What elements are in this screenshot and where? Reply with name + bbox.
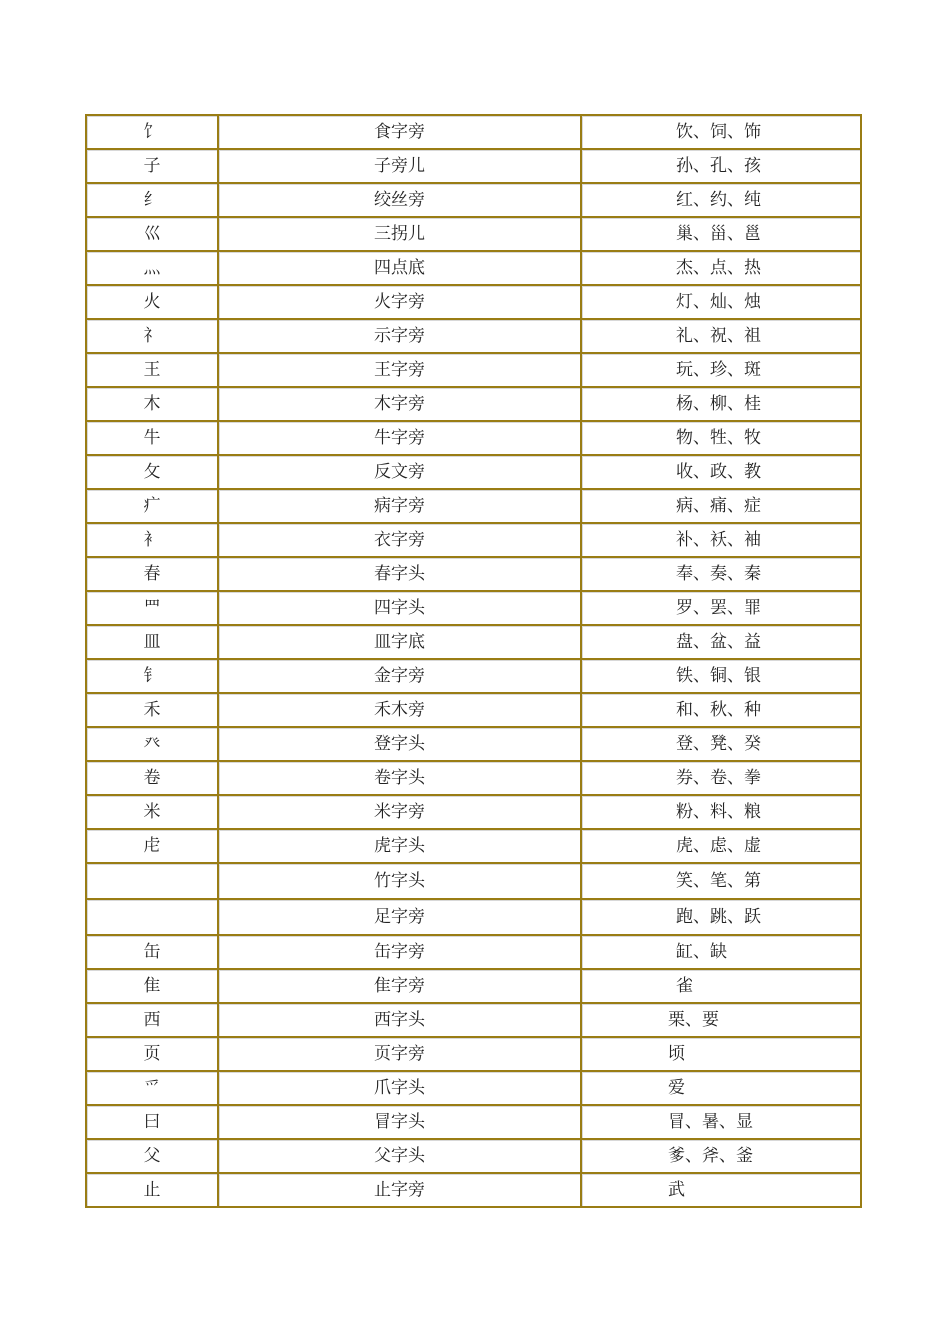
example-chars: 爹、斧、釜 — [668, 1146, 753, 1166]
example-chars-cell — [582, 1038, 862, 1072]
table-row — [87, 830, 862, 864]
example-chars: 跑、跳、跃 — [676, 907, 761, 927]
example-chars: 券、卷、拳 — [676, 768, 761, 788]
radical-cell: 牛 — [87, 422, 219, 456]
example-chars: 病、痛、症 — [676, 496, 761, 516]
radical-table — [85, 114, 862, 1208]
radical-cell: 缶 — [87, 936, 219, 970]
table-row — [87, 1072, 862, 1106]
example-chars-cell — [582, 150, 862, 184]
table-row — [87, 252, 862, 286]
radical-cell: 罒 — [87, 592, 219, 626]
example-chars: 奉、奏、秦 — [676, 564, 761, 584]
radical-cell: 曰 — [87, 1106, 219, 1140]
table-row — [87, 1174, 862, 1208]
table-row — [87, 184, 862, 218]
table-row — [87, 660, 862, 694]
example-chars-cell — [582, 456, 862, 490]
radical-cell: 钅 — [87, 660, 219, 694]
table-row — [87, 1038, 862, 1072]
radical-name-cell: 皿字底 — [219, 626, 582, 660]
example-chars: 玩、珍、斑 — [676, 360, 761, 380]
example-chars: 巢、甾、邕 — [676, 224, 761, 244]
table-row — [87, 524, 862, 558]
radical-name-cell: 子旁儿 — [219, 150, 582, 184]
example-chars-cell — [582, 252, 862, 286]
table-row — [87, 970, 862, 1004]
radical-cell: 衤 — [87, 524, 219, 558]
example-chars-cell — [582, 354, 862, 388]
table-row — [87, 456, 862, 490]
radical-name-cell: 卷字头 — [219, 762, 582, 796]
example-chars: 铁、铜、银 — [676, 666, 761, 686]
radical-cell: 纟 — [87, 184, 219, 218]
example-chars: 登、凳、癸 — [676, 734, 761, 754]
example-chars-cell — [582, 320, 862, 354]
radical-cell: 皿 — [87, 626, 219, 660]
example-chars: 冒、暑、显 — [668, 1112, 753, 1132]
table-row — [87, 900, 862, 936]
radical-cell: 疒 — [87, 490, 219, 524]
example-chars: 爱 — [668, 1078, 685, 1098]
example-chars-cell — [582, 1072, 862, 1106]
example-chars-cell — [582, 116, 862, 150]
example-chars: 和、秋、种 — [676, 700, 761, 720]
table-row — [87, 218, 862, 252]
example-chars-cell — [582, 592, 862, 626]
example-chars: 粉、料、粮 — [676, 802, 761, 822]
example-chars: 罗、罢、罪 — [676, 598, 761, 618]
radical-name-cell: 虎字头 — [219, 830, 582, 864]
radical-name-cell: 牛字旁 — [219, 422, 582, 456]
example-chars-cell — [582, 970, 862, 1004]
radical-cell: 饣 — [87, 116, 219, 150]
radical-cell: 灬 — [87, 252, 219, 286]
example-chars-cell — [582, 1106, 862, 1140]
radical-cell: 礻 — [87, 320, 219, 354]
example-chars-cell — [582, 864, 862, 900]
radical-cell: 米 — [87, 796, 219, 830]
example-chars-cell — [582, 422, 862, 456]
radical-name-cell: 木字旁 — [219, 388, 582, 422]
table-row — [87, 558, 862, 592]
radical-name-cell: 西字头 — [219, 1004, 582, 1038]
radical-name-cell: 王字旁 — [219, 354, 582, 388]
example-chars-cell — [582, 558, 862, 592]
radical-name-cell: 四字头 — [219, 592, 582, 626]
example-chars-cell — [582, 1140, 862, 1174]
table-row — [87, 796, 862, 830]
example-chars-cell — [582, 694, 862, 728]
radical-name-cell: 金字旁 — [219, 660, 582, 694]
radical-name-cell: 缶字旁 — [219, 936, 582, 970]
table-row — [87, 592, 862, 626]
example-chars-cell — [582, 830, 862, 864]
example-chars: 雀 — [676, 976, 693, 996]
radical-name-cell: 衣字旁 — [219, 524, 582, 558]
example-chars: 灯、灿、烛 — [676, 292, 761, 312]
radical-name-cell: 禾木旁 — [219, 694, 582, 728]
radical-name-cell: 三拐儿 — [219, 218, 582, 252]
example-chars: 收、政、教 — [676, 462, 761, 482]
table-row — [87, 422, 862, 456]
table-row — [87, 1004, 862, 1038]
radical-cell: 火 — [87, 286, 219, 320]
table-row — [87, 936, 862, 970]
radical-name-cell: 足字旁 — [219, 900, 582, 936]
example-chars: 顷 — [668, 1044, 685, 1064]
radical-name-cell: 竹字头 — [219, 864, 582, 900]
radical-cell: 爫 — [87, 1072, 219, 1106]
radical-cell — [87, 864, 219, 900]
radical-cell: 隹 — [87, 970, 219, 1004]
table-row — [87, 490, 862, 524]
example-chars-cell — [582, 184, 862, 218]
example-chars-cell — [582, 796, 862, 830]
table-row — [87, 1140, 862, 1174]
table-row — [87, 116, 862, 150]
radical-name-cell: 隹字旁 — [219, 970, 582, 1004]
table-row — [87, 150, 862, 184]
radical-name-cell: 绞丝旁 — [219, 184, 582, 218]
radical-name-cell: 止字旁 — [219, 1174, 582, 1208]
example-chars: 补、袄、袖 — [676, 530, 761, 550]
radical-cell: 页 — [87, 1038, 219, 1072]
radical-cell: 木 — [87, 388, 219, 422]
table-row — [87, 286, 862, 320]
radical-cell: 虍 — [87, 830, 219, 864]
table-row — [87, 388, 862, 422]
table-row — [87, 694, 862, 728]
radical-name-cell: 春字头 — [219, 558, 582, 592]
example-chars-cell — [582, 936, 862, 970]
example-chars: 杨、柳、桂 — [676, 394, 761, 414]
example-chars-cell — [582, 728, 862, 762]
table-row — [87, 762, 862, 796]
table-body — [87, 116, 862, 1208]
table-row — [87, 1106, 862, 1140]
radical-name-cell: 示字旁 — [219, 320, 582, 354]
radical-cell: 王 — [87, 354, 219, 388]
radical-cell: 攵 — [87, 456, 219, 490]
radical-name-cell: 冒字头 — [219, 1106, 582, 1140]
example-chars-cell — [582, 762, 862, 796]
example-chars: 盘、盆、益 — [676, 632, 761, 652]
example-chars-cell — [582, 660, 862, 694]
example-chars-cell — [582, 900, 862, 936]
example-chars: 杰、点、热 — [676, 258, 761, 278]
radical-name-cell: 爪字头 — [219, 1072, 582, 1106]
radical-cell: 春 — [87, 558, 219, 592]
example-chars: 缸、缺 — [676, 942, 727, 962]
radical-name-cell: 页字旁 — [219, 1038, 582, 1072]
radical-cell: 卷 — [87, 762, 219, 796]
example-chars-cell — [582, 218, 862, 252]
table-row — [87, 354, 862, 388]
radical-name-cell: 米字旁 — [219, 796, 582, 830]
example-chars: 笑、笔、第 — [676, 871, 761, 891]
radical-name-cell: 反文旁 — [219, 456, 582, 490]
example-chars-cell — [582, 490, 862, 524]
example-chars-cell — [582, 626, 862, 660]
radical-cell: 禾 — [87, 694, 219, 728]
table-row — [87, 728, 862, 762]
radical-cell — [87, 900, 219, 936]
example-chars-cell — [582, 286, 862, 320]
radical-name-cell: 父字头 — [219, 1140, 582, 1174]
example-chars-cell — [582, 1004, 862, 1038]
example-chars: 孙、孔、孩 — [676, 156, 761, 176]
radical-cell: 巛 — [87, 218, 219, 252]
radical-cell: 癶 — [87, 728, 219, 762]
radical-cell: 父 — [87, 1140, 219, 1174]
radical-cell: 止 — [87, 1174, 219, 1208]
table-row — [87, 864, 862, 900]
example-chars-cell — [582, 524, 862, 558]
table-row — [87, 626, 862, 660]
example-chars: 虎、虑、虚 — [676, 836, 761, 856]
radical-name-cell: 食字旁 — [219, 116, 582, 150]
radical-name-cell: 四点底 — [219, 252, 582, 286]
example-chars: 饮、饲、饰 — [676, 122, 761, 142]
example-chars: 武 — [668, 1180, 685, 1200]
example-chars-cell — [582, 388, 862, 422]
example-chars: 物、牲、牧 — [676, 428, 761, 448]
example-chars: 红、约、纯 — [676, 190, 761, 210]
radical-name-cell: 火字旁 — [219, 286, 582, 320]
example-chars-cell — [582, 1174, 862, 1208]
radical-cell: 子 — [87, 150, 219, 184]
radical-name-cell: 登字头 — [219, 728, 582, 762]
radical-cell: 西 — [87, 1004, 219, 1038]
table-row — [87, 320, 862, 354]
example-chars: 礼、祝、祖 — [676, 326, 761, 346]
example-chars: 栗、要 — [668, 1010, 719, 1030]
radical-name-cell: 病字旁 — [219, 490, 582, 524]
